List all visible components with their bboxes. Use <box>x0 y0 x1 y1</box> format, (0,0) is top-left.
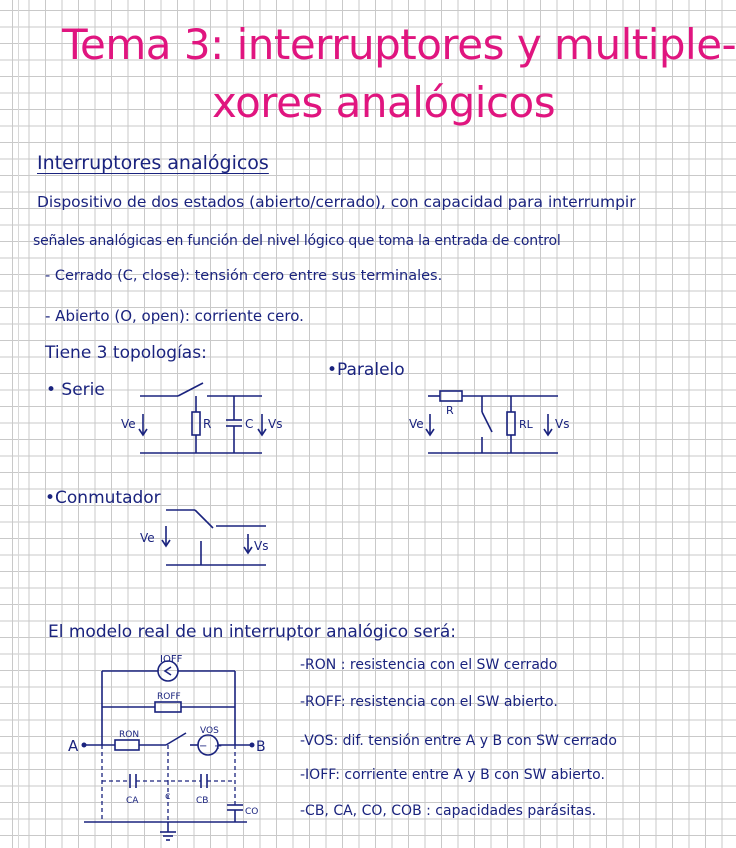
paralelo-r-label: R <box>446 404 454 417</box>
legend-vos: -VOS: dif. tensión entre A y B con SW cerrado <box>300 733 617 749</box>
serie-c-label: C <box>245 417 254 431</box>
roff-label: ROFF <box>157 692 181 702</box>
topology-conmutador-label: •Conmutador <box>45 488 161 508</box>
page-title-line-2: xores analógicos <box>212 78 556 127</box>
node-a-label: A <box>68 737 79 755</box>
vos-label: VOS <box>200 726 219 736</box>
serie-ve-label: Ve <box>121 417 136 431</box>
definition-line-1: Dispositivo de dos estados (abierto/cerrado), con capacidad para interrumpir <box>37 193 636 211</box>
legend-ron: -RON : resistencia con el SW cerrado <box>300 657 558 673</box>
paralelo-rl-label: RL <box>519 418 533 431</box>
vos-plus-label: + <box>214 741 223 752</box>
real-model-intro: El modelo real de un interruptor analógico será: <box>48 622 457 642</box>
node-b-label: B <box>256 739 266 755</box>
topology-serie-label: • Serie <box>46 380 105 400</box>
paralelo-ve-label: Ve <box>409 417 424 431</box>
paralelo-vs-label: Vs <box>555 417 570 431</box>
bullet-closed: - Cerrado (C, close): tensión cero entre sus terminales. <box>45 268 443 284</box>
co-label: CO <box>245 807 259 817</box>
node-c-label: c <box>165 791 171 802</box>
bullet-open: - Abierto (O, open): corriente cero. <box>45 307 304 325</box>
section-heading: Interruptores analógicos <box>37 152 269 174</box>
vos-minus-label: − <box>199 741 208 752</box>
conmutador-vs-label: Vs <box>254 539 269 553</box>
topology-paralelo-label: •Paralelo <box>327 360 405 380</box>
cb-label: CB <box>196 796 209 806</box>
serie-vs-label: Vs <box>268 417 283 431</box>
ron-label: RON <box>119 730 140 740</box>
definition-line-2: señales analógicas en función del nivel lógico que toma la entrada de control <box>33 233 561 249</box>
legend-ioff: -IOFF: corriente entre A y B con SW abierto. <box>300 767 605 783</box>
ca-label: CA <box>126 796 139 806</box>
serie-r-label: R <box>203 417 212 431</box>
legend-roff: -ROFF: resistencia con el SW abierto. <box>300 694 558 710</box>
legend-capacidades: -CB, CA, CO, COB : capacidades parásitas. <box>300 803 597 819</box>
ioff-label: IOFF <box>160 654 183 665</box>
page-title-line-1: Tema 3: interruptores y multiple- <box>62 20 736 69</box>
conmutador-ve-label: Ve <box>140 531 155 545</box>
topologies-intro: Tiene 3 topologías: <box>45 343 207 363</box>
